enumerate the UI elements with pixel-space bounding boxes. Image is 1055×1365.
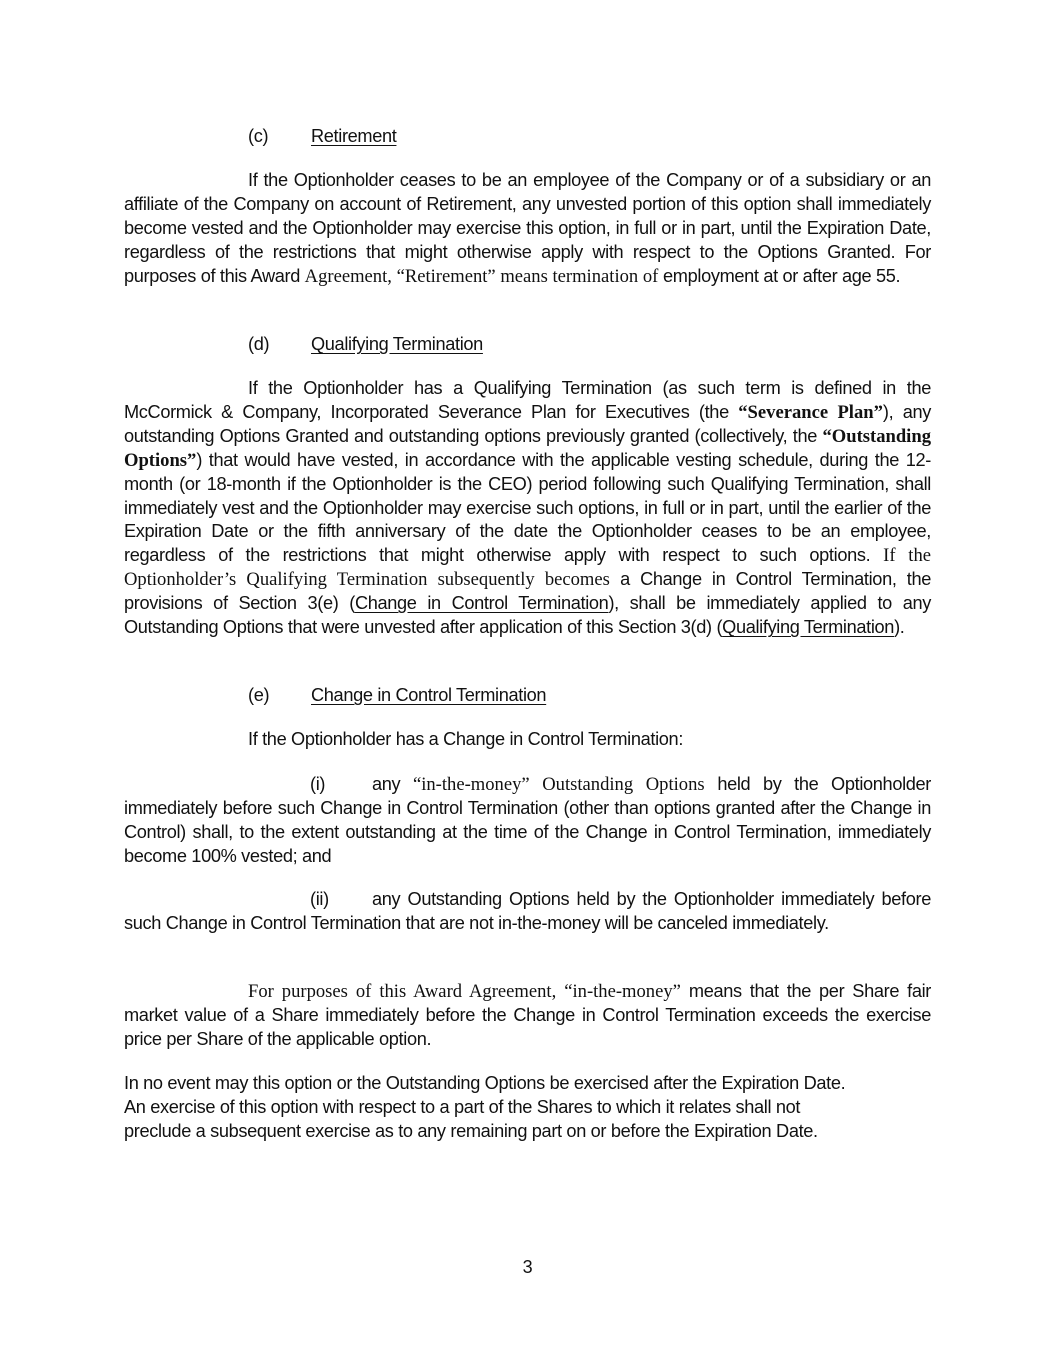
section-d-heading: [248, 332, 483, 356]
paragraph-text: ) that would have vested, in accordance with the applicable vesting schedule, during the 12-month (or 18-month if the Optionholder is the CEO) period following such Qualifying Termination, shall immediately vest and the Optionholder may exercise such options, in full or in part, until the earlier of the Expiration Date or the fifth anniversary of the date the Optionholder ceases to be an employee, regardless of the restrictions that might otherwise apply with respect to such options.: [124, 449, 931, 566]
closing-paragraph: [124, 1072, 931, 1144]
paragraph-text: employment at or after age 55.: [658, 265, 901, 286]
paragraph-text-serif: Agreement, “Retirement” means termination of: [304, 265, 659, 287]
paragraph-text: ), shall be immediately applied to any Outstanding Options that were unvested after application of this Section 3(d) (: [124, 593, 931, 638]
section-e-item-i: [124, 773, 931, 869]
paragraph-text-serif: For purposes of this Award Agreement, “in-the-money”: [248, 981, 681, 1002]
closing-line: In no event may this option or the Outstanding Options be exercised after the Expiration Date.: [124, 1073, 846, 1093]
in-the-money-definition: [124, 980, 931, 1052]
section-number: (e): [248, 685, 270, 705]
section-number: (d): [248, 334, 270, 354]
section-number: (c): [248, 126, 269, 146]
paragraph-text: held by the Optionholder immediately before such Change in Control Termination (other than options granted after the Change in Control) shall, to the extent outstanding at the time of the Change in Control Termination, immediately become 100% vested; and: [124, 774, 932, 866]
cross-reference-qualifying-termination: Qualifying Termination: [722, 617, 895, 638]
paragraph-text: If the Optionholder has a Change in Control Termination:: [248, 729, 684, 749]
paragraph-text-serif: If the Optionholder’s Qualifying Termination subsequently becomes: [124, 545, 931, 591]
section-e-intro: [124, 728, 931, 752]
section-e-heading: [248, 683, 546, 707]
page-number: 3: [522, 1257, 533, 1277]
paragraph-text: any: [372, 774, 413, 794]
item-number: (i): [310, 774, 326, 794]
paragraph-text: a Change in Control Termination, the provisions of Section 3(e) (: [124, 569, 931, 614]
closing-line: preclude a subsequent exercise as to any remaining part on or before the Expiration Date.: [124, 1120, 818, 1141]
paragraph-text: any Outstanding Options held by the Optionholder immediately before such Change in Control Termination that are not in-the-money will be canceled immediately.: [124, 889, 931, 933]
paragraph-text: If the Optionholder has a Qualifying Termination (as such term is defined in the McCormick & Company, Incorporated Severance Plan for Executives (the: [124, 378, 931, 422]
defined-term-outstanding-options: “Outstanding Options”: [124, 425, 931, 471]
paragraph-text: means that the per Share fair market value of a Share immediately before the Change in Control Termination exceeds the exercise price per Share of the applicable option.: [124, 981, 931, 1049]
paragraph-text: ), any outstanding Options Granted and outstanding options previously granted (collectively, the: [124, 401, 931, 446]
paragraph-text-serif: “in-the-money” Outstanding Options: [412, 774, 705, 795]
section-title: Qualifying Termination: [311, 334, 483, 354]
section-e-item-ii: [124, 888, 931, 936]
defined-term-severance-plan: “Severance Plan”: [738, 401, 883, 423]
section-c-heading: [248, 124, 396, 148]
paragraph-text: ).: [894, 617, 905, 638]
section-d-paragraph: [124, 377, 931, 640]
item-number: (ii): [310, 889, 329, 909]
section-title: Change in Control Termination: [311, 685, 547, 705]
paragraph-text: If the Optionholder ceases to be an employee of the Company or of a subsidiary or an affiliate of the Company on account of Retirement, any unvested portion of this option shall immediately become vested and the Optionholder may exercise this option, in full or in part, until the Expiration Date, regardless of the restrictions that might otherwise apply with respect to the Options Granted. For purposes of this Award: [124, 170, 931, 286]
section-title: Retirement: [311, 126, 397, 146]
section-c-paragraph: [124, 169, 931, 289]
cross-reference-change-in-control: Change in Control Termination: [354, 593, 609, 614]
closing-line: An exercise of this option with respect to a part of the Shares to which it relates shall not: [124, 1096, 801, 1117]
